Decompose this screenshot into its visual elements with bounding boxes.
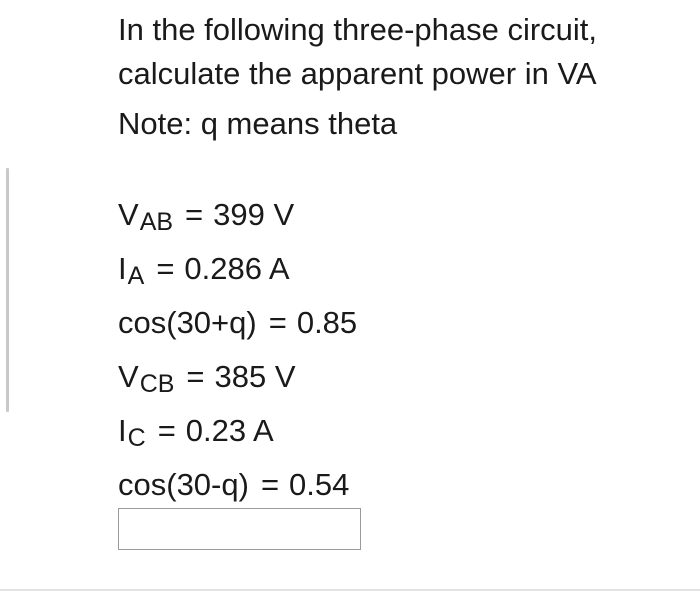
question-line-1: In the following three-phase circuit, bbox=[118, 12, 598, 47]
given-symbol: cos(30-q) bbox=[118, 467, 249, 502]
equals-sign: = bbox=[268, 305, 287, 340]
equals-sign: = bbox=[185, 197, 204, 232]
given-subscript: A bbox=[127, 262, 145, 290]
given-value: 385 V bbox=[214, 359, 296, 394]
equals-sign: = bbox=[157, 413, 176, 448]
given-symbol: I bbox=[118, 251, 127, 286]
given-subscript: AB bbox=[139, 208, 174, 236]
equals-sign: = bbox=[186, 359, 205, 394]
question-line-2: calculate the apparent power in VA bbox=[118, 56, 597, 91]
given-vab bbox=[118, 188, 688, 242]
given-value: 399 V bbox=[213, 197, 295, 232]
given-value: 0.54 bbox=[289, 467, 350, 502]
given-symbol: V bbox=[118, 359, 139, 394]
question-note: Note: q means theta bbox=[118, 106, 398, 141]
given-cos-plus bbox=[118, 296, 688, 350]
given-subscript: C bbox=[127, 424, 146, 452]
question-panel bbox=[118, 8, 688, 512]
given-value: 0.23 A bbox=[185, 413, 274, 448]
answer-input[interactable] bbox=[118, 508, 361, 550]
equals-sign: = bbox=[260, 467, 280, 502]
given-ia bbox=[118, 242, 688, 296]
scroll-indicator bbox=[6, 168, 9, 412]
equals-sign: = bbox=[156, 251, 175, 286]
given-value: 0.85 bbox=[296, 305, 358, 340]
given-symbol: cos(30+q) bbox=[118, 305, 257, 340]
given-symbol: I bbox=[118, 413, 127, 448]
given-symbol: V bbox=[118, 197, 139, 232]
given-subscript: CB bbox=[139, 370, 175, 398]
given-values bbox=[118, 188, 688, 512]
given-ic bbox=[118, 404, 688, 458]
given-cos-minus bbox=[118, 458, 688, 512]
given-vcb bbox=[118, 350, 688, 404]
given-value: 0.286 A bbox=[184, 251, 290, 286]
